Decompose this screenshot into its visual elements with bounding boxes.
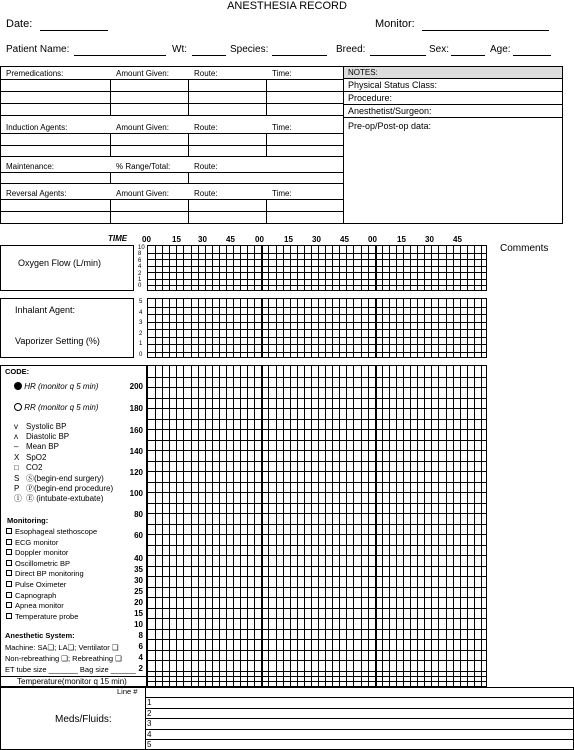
time-tick: 45 bbox=[226, 235, 235, 244]
time-tick: 15 bbox=[397, 235, 406, 244]
monitoring-item-label: ECG monitor bbox=[15, 537, 59, 547]
vital-scale-tick: 120 bbox=[129, 468, 143, 477]
anesthetic-system-line1[interactable]: Machine: SA❑; LA❑; Ventilator ❑ bbox=[5, 643, 119, 652]
legend-row bbox=[14, 442, 59, 451]
meds-row-number: 4 bbox=[147, 729, 152, 739]
notes-header: NOTES: bbox=[348, 68, 378, 77]
time-tick: 15 bbox=[172, 235, 181, 244]
time-tick: 15 bbox=[284, 235, 293, 244]
induction-time-header: Time: bbox=[272, 123, 292, 132]
vital-scale-tick: 200 bbox=[129, 382, 143, 391]
reversal-amount-header: Amount Given: bbox=[116, 189, 169, 198]
oxygen-scale-tick: 10 bbox=[138, 245, 145, 251]
monitoring-item-label: Capnograph bbox=[15, 590, 57, 600]
checkbox-icon[interactable] bbox=[6, 539, 12, 545]
legend-text: Ⓔ (intubate-extubate) bbox=[26, 494, 104, 504]
inhalant-agent-label: Inhalant Agent: bbox=[15, 305, 76, 315]
meds-row-number: 2 bbox=[147, 708, 152, 718]
vital-scale-tick: 25 bbox=[134, 587, 143, 596]
vital-scale-tick: 4 bbox=[138, 653, 143, 662]
premed-rows[interactable] bbox=[0, 79, 344, 116]
time-tick: 00 bbox=[142, 235, 151, 244]
comments-label: Comments bbox=[500, 243, 549, 254]
vital-scale-tick: 40 bbox=[134, 554, 143, 563]
inhalant-scale-tick: 1 bbox=[139, 341, 143, 347]
inhalant-scale-tick: 2 bbox=[139, 330, 143, 337]
checkbox-icon[interactable] bbox=[6, 549, 12, 555]
legend-text: Ⓟ(begin-end procedure) bbox=[26, 484, 114, 494]
checkbox-icon[interactable] bbox=[6, 613, 12, 619]
monitoring-title: Monitoring: bbox=[7, 516, 49, 525]
legend-symbol-icon: S bbox=[14, 474, 20, 483]
monitoring-item-label: Doppler monitor bbox=[15, 548, 69, 558]
monitoring-item[interactable] bbox=[6, 559, 70, 568]
vital-scale-tick: 2 bbox=[138, 664, 143, 673]
premed-header: Premedications: bbox=[6, 69, 64, 78]
anesthetist-label: Anesthetist/Surgeon: bbox=[348, 106, 432, 116]
time-tick: 30 bbox=[198, 235, 207, 244]
species-field[interactable] bbox=[272, 55, 327, 56]
patient-name-label: Patient Name: bbox=[6, 44, 70, 55]
rr-label: RR (monitor q 5 min) bbox=[24, 403, 99, 412]
oxygen-label: Oxygen Flow (L/min) bbox=[18, 258, 102, 268]
meds-row-number: 5 bbox=[147, 740, 152, 750]
open-circle-icon bbox=[14, 403, 22, 411]
vital-scale-tick: 140 bbox=[129, 447, 143, 456]
maintenance-rows[interactable] bbox=[0, 172, 344, 184]
legend-symbol-icon: X bbox=[14, 452, 20, 462]
sex-field[interactable] bbox=[451, 55, 485, 56]
time-tick: 30 bbox=[312, 235, 321, 244]
weight-label: Wt: bbox=[172, 44, 187, 55]
legend-row bbox=[14, 453, 46, 462]
legend-text: Systolic BP bbox=[26, 422, 67, 431]
monitoring-item[interactable] bbox=[6, 601, 64, 610]
legend-symbol-icon: □ bbox=[14, 462, 19, 472]
inhalant-grid[interactable] bbox=[147, 298, 487, 358]
monitoring-item[interactable] bbox=[6, 538, 58, 547]
meds-row-number: 1 bbox=[147, 698, 152, 707]
anesthetic-system-title: Anesthetic System: bbox=[5, 631, 75, 640]
vital-scale-tick: 80 bbox=[134, 510, 143, 519]
form-title: ANESTHESIA RECORD bbox=[227, 0, 347, 12]
maintenance-header: Maintenance: bbox=[6, 162, 55, 171]
code-title: CODE: bbox=[5, 367, 30, 376]
rr-code bbox=[14, 403, 98, 412]
maintenance-range-header: % Range/Total: bbox=[116, 162, 171, 171]
monitoring-item[interactable] bbox=[6, 527, 97, 536]
vital-scale-tick: 20 bbox=[134, 598, 143, 607]
oxygen-scale-tick: 4 bbox=[138, 264, 142, 271]
monitoring-item-label: Oscillometric BP bbox=[15, 558, 71, 568]
checkbox-icon[interactable] bbox=[6, 560, 12, 566]
legend-text: CO2 bbox=[26, 462, 43, 472]
monitoring-item-label: Temperature probe bbox=[15, 611, 79, 621]
meds-row-line bbox=[145, 739, 574, 740]
checkbox-icon[interactable] bbox=[6, 581, 12, 587]
monitoring-item[interactable] bbox=[6, 612, 78, 621]
legend-row bbox=[14, 432, 69, 441]
vaporizer-label: Vaporizer Setting (%) bbox=[15, 336, 100, 346]
date-field[interactable] bbox=[40, 30, 108, 31]
vitals-grid[interactable] bbox=[147, 365, 487, 687]
vital-scale-tick: 10 bbox=[134, 620, 143, 629]
patient-name-field[interactable] bbox=[74, 55, 166, 56]
legend-symbol-icon: – bbox=[14, 442, 19, 452]
vital-scale-tick: 30 bbox=[134, 576, 143, 585]
meds-row-line bbox=[145, 718, 574, 719]
induction-header: Induction Agents: bbox=[6, 123, 68, 132]
inhalant-scale-tick: 4 bbox=[139, 309, 143, 316]
oxygen-scale-tick: 0 bbox=[138, 283, 142, 290]
inhalant-scale-tick: 3 bbox=[139, 320, 143, 326]
oxygen-scale-tick: 6 bbox=[138, 257, 142, 264]
checkbox-icon[interactable] bbox=[6, 528, 12, 534]
anesthetic-system-line3[interactable]: ET tube size _______ Bag size ______ bbox=[5, 665, 136, 674]
checkbox-icon[interactable] bbox=[6, 592, 12, 598]
vital-scale-tick: 35 bbox=[134, 565, 143, 574]
time-tick: 00 bbox=[368, 235, 377, 244]
procedure-label: Procedure: bbox=[348, 93, 393, 103]
legend-row bbox=[14, 422, 66, 431]
legend-row bbox=[14, 463, 42, 472]
legend-row bbox=[14, 493, 103, 504]
reversal-header: Reversal Agents: bbox=[6, 189, 67, 198]
time-tick: 45 bbox=[453, 235, 462, 244]
monitoring-item[interactable] bbox=[6, 580, 66, 589]
time-tick: 45 bbox=[340, 235, 349, 244]
weight-field[interactable] bbox=[192, 55, 226, 56]
legend-text: Ⓢ(begin-end surgery) bbox=[26, 474, 104, 483]
oxygen-label-box bbox=[0, 245, 134, 291]
meds-row-number: 3 bbox=[147, 719, 152, 729]
physical-status-label: Physical Status Class: bbox=[348, 80, 438, 90]
hr-code bbox=[14, 382, 98, 391]
monitoring-item-label: Esophageal stethoscope bbox=[15, 527, 98, 536]
premed-amount-header: Amount Given: bbox=[116, 69, 169, 78]
legend-text: SpO2 bbox=[26, 452, 47, 462]
reversal-time-header: Time: bbox=[272, 189, 292, 198]
filled-circle-icon bbox=[14, 382, 22, 390]
breed-field[interactable] bbox=[370, 55, 426, 56]
vital-scale-tick: 8 bbox=[138, 631, 143, 640]
legend-symbol-icon: v bbox=[14, 422, 18, 431]
oxygen-scale-tick: 8 bbox=[138, 251, 142, 258]
vital-scale-tick: 60 bbox=[134, 531, 143, 540]
meds-label: Meds/Fluids: bbox=[55, 714, 112, 725]
checkbox-icon[interactable] bbox=[6, 602, 12, 608]
age-label: Age: bbox=[490, 44, 511, 55]
oxygen-grid[interactable] bbox=[147, 245, 487, 291]
date-label: Date: bbox=[6, 18, 33, 30]
induction-amount-header: Amount Given: bbox=[116, 123, 169, 132]
inhalant-scale-tick: 0 bbox=[139, 351, 143, 358]
monitoring-item[interactable] bbox=[6, 591, 56, 600]
legend-text: Mean BP bbox=[26, 442, 59, 452]
monitoring-item[interactable] bbox=[6, 548, 68, 557]
legend-symbol-icon: P bbox=[14, 484, 20, 494]
time-tick: 30 bbox=[425, 235, 434, 244]
premed-time-header: Time: bbox=[272, 69, 292, 78]
species-label: Species: bbox=[230, 44, 269, 55]
oxygen-scale-tick: 2 bbox=[138, 270, 142, 277]
vital-scale-tick: 100 bbox=[129, 489, 143, 498]
monitoring-item-label: Apnea monitor bbox=[15, 601, 64, 611]
monitoring-item[interactable] bbox=[6, 569, 84, 578]
anesthetic-system-line2[interactable]: Non-rebreathing ❑; Rebreathing ❑ bbox=[5, 654, 122, 663]
meds-row-line bbox=[145, 697, 574, 698]
meds-row-line bbox=[145, 708, 574, 709]
sex-label: Sex: bbox=[429, 44, 450, 55]
meds-row-line bbox=[145, 729, 574, 730]
maintenance-route-header: Route: bbox=[194, 162, 218, 171]
checkbox-icon[interactable] bbox=[6, 570, 12, 576]
preop-data-label: Pre-op/Post-op data: bbox=[348, 121, 432, 131]
vital-scale-tick: 15 bbox=[134, 609, 143, 618]
oxygen-scale-tick: 1 bbox=[138, 277, 142, 283]
vital-scale-tick: 180 bbox=[129, 404, 143, 413]
monitoring-item-label: Direct BP monitoring bbox=[15, 569, 84, 579]
hr-label: HR (monitor q 5 min) bbox=[24, 382, 99, 391]
breed-label: Breed: bbox=[336, 44, 366, 55]
monitor-field[interactable] bbox=[422, 30, 549, 31]
time-tick: 00 bbox=[255, 235, 264, 244]
legend-text: Diastolic BP bbox=[26, 432, 70, 442]
line-number-label: Line # bbox=[117, 687, 138, 696]
premed-route-header: Route: bbox=[194, 69, 218, 78]
legend-symbol-icon: ʌ bbox=[14, 432, 18, 442]
temperature-label: Temperature(monitor q 15 min) bbox=[17, 677, 127, 686]
vital-scale-tick: 160 bbox=[129, 426, 143, 435]
reversal-route-header: Route: bbox=[194, 189, 218, 198]
age-field[interactable] bbox=[513, 55, 551, 56]
monitor-label: Monitor: bbox=[375, 18, 415, 30]
monitoring-item-label: Pulse Oximeter bbox=[15, 580, 67, 589]
vital-scale-tick: 6 bbox=[138, 642, 143, 651]
induction-route-header: Route: bbox=[194, 123, 218, 132]
time-label: TIME bbox=[108, 234, 128, 243]
legend-symbol-icon: Ⓘ bbox=[14, 494, 22, 504]
inhalant-scale-tick: 5 bbox=[139, 299, 143, 305]
